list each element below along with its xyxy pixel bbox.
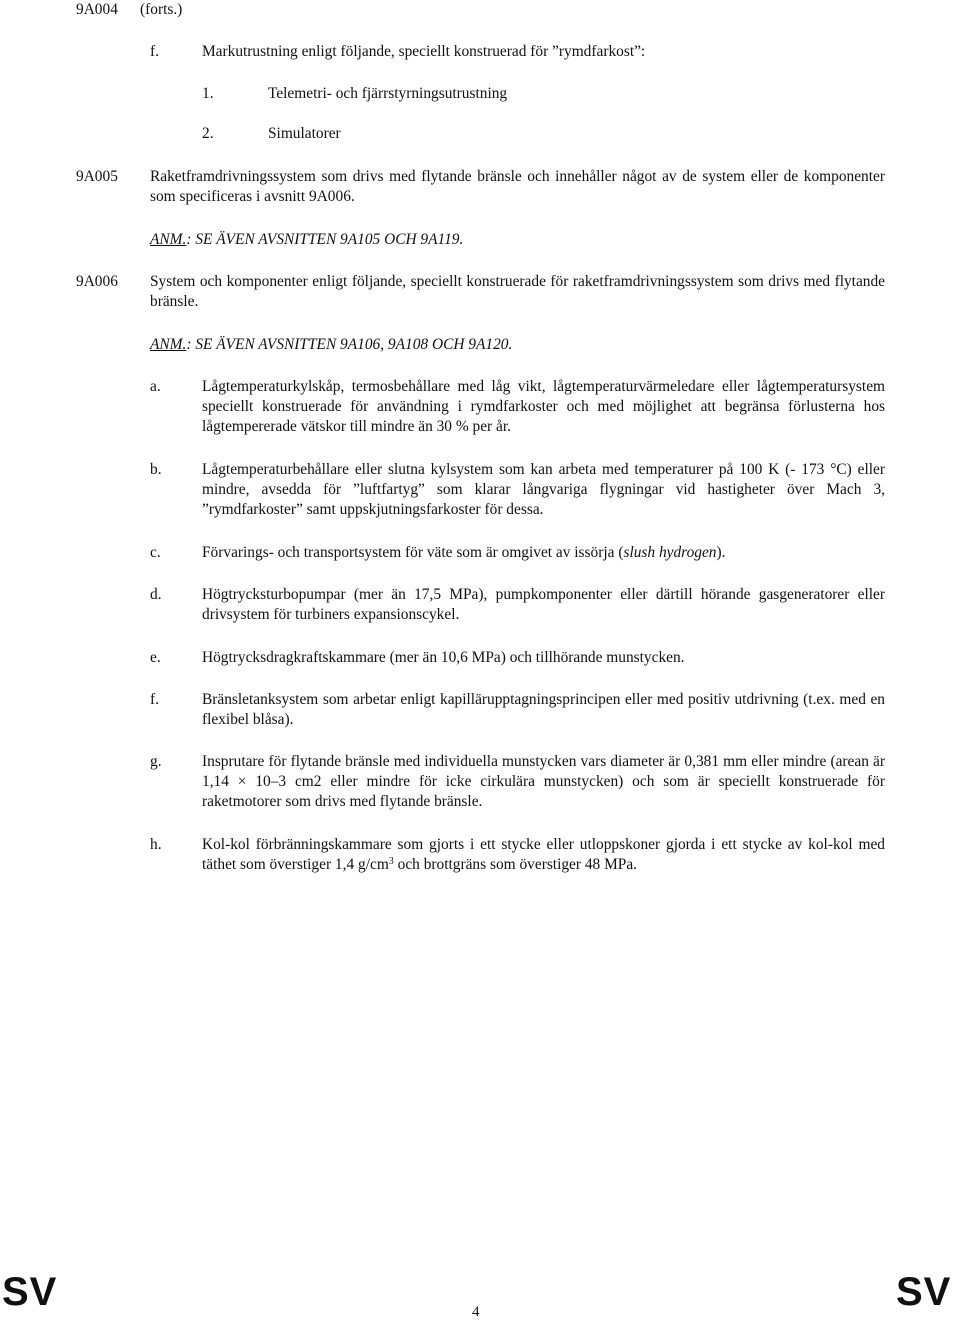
item-letter: c. bbox=[150, 544, 161, 561]
item-letter: g. bbox=[150, 753, 162, 770]
section-text: System och komponenter enligt följande, speciellt konstruerade för raketframdrivningssystem som drivs med flytande bränsle. bbox=[150, 273, 885, 310]
item-letter: h. bbox=[150, 836, 162, 853]
item-text: Insprutare för flytande bränsle med individuella munstycken vars diameter är 0,381 mm eller mindre (arean är 1,14 × 10–3 cm2 eller mindre för icke cirkulära munstycken) och som är speciellt konstruerade för raketmotorer som drivs med flytande bränsle. bbox=[202, 753, 885, 810]
continued-label: (forts.) bbox=[140, 1, 183, 18]
sub-item-text: Simulatorer bbox=[268, 125, 341, 142]
note-label: ANM. bbox=[150, 336, 187, 353]
section-code-9a005: 9A005 bbox=[76, 168, 118, 185]
italic-term: slush hydrogen bbox=[623, 544, 717, 561]
sub-item-text: Telemetri- och fjärrstyrningsutrustning bbox=[268, 85, 508, 102]
item-letter: b. bbox=[150, 461, 162, 478]
note bbox=[150, 230, 463, 250]
footer-language-left: SV bbox=[2, 1270, 58, 1314]
note-label: ANM. bbox=[150, 231, 187, 248]
item-letter: d. bbox=[150, 586, 162, 603]
item-letter: a. bbox=[150, 378, 161, 395]
note-text: : SE ÄVEN AVSNITTEN 9A105 OCH 9A119. bbox=[186, 231, 464, 248]
item-text: Kol-kol förbränningskammare som gjorts i ett stycke eller utloppskoner gjorda i ett stycke av kol-kol med täthet som överstiger 1,4 $g/cm^3$ och brottgräns som överstiger 48 MPa. bbox=[202, 836, 885, 873]
note-text: : SE ÄVEN AVSNITTEN 9A106, 9A108 OCH 9A120. bbox=[186, 336, 513, 353]
sub-item-number: 2. bbox=[202, 125, 214, 142]
superscript: 3 bbox=[388, 856, 394, 867]
item-letter: f. bbox=[150, 691, 159, 708]
item-letter: e. bbox=[150, 649, 161, 666]
note bbox=[150, 335, 512, 355]
item-text: Lågtemperaturbehållare eller slutna kylsystem som kan arbeta med temperaturer på 100 K (- 173 °C) eller mindre, avsedda för ”luftfartyg” som klarar långvariga flygningar vid hastigheter över Mach 3, ”rymdfarkoster” samt uppskjutningsfarkoster för dessa. bbox=[202, 461, 885, 518]
footer-language-right: SV bbox=[896, 1270, 952, 1314]
item-text: Lågtemperaturkylskåp, termosbehållare med låg vikt, lågtemperaturvärmeledare eller lågtemperatursystem speciellt konstruerade för användning i rymdfarkoster och med möjlighet att begränsa förlusterna hos lågtempererade vätskor till mindre än 30 % per år. bbox=[202, 378, 885, 435]
section-code-9a006: 9A006 bbox=[76, 273, 118, 290]
sub-item-number: 1. bbox=[202, 85, 214, 102]
item-text: Högtrycksdragkraftskammare (mer än 10,6 MPa) och tillhörande munstycken. bbox=[202, 649, 685, 666]
item-text: Markutrustning enligt följande, speciellt konstruerad för ”rymdfarkost”: bbox=[202, 43, 646, 60]
page-number: 4 bbox=[472, 1304, 480, 1320]
section-text: Raketframdrivningssystem som drivs med flytande bränsle och innehåller något av de system eller de komponenter som specificeras i avsnitt 9A006. bbox=[150, 168, 885, 205]
section-code-9a004: 9A004 bbox=[76, 1, 118, 18]
item-text: Förvarings- och transportsystem för väte som är omgivet av issörja (slush hydrogen). bbox=[202, 544, 726, 561]
item-text: Högtrycksturbopumpar (mer än 17,5 MPa), pumpkomponenter eller därtill hörande gasgeneratorer eller drivsystem för turbiners expansionscykel. bbox=[202, 586, 885, 623]
item-text: Bränsletanksystem som arbetar enligt kapillärupptagningsprincipen eller med positiv utdrivning (t.ex. med en flexibel blåsa). bbox=[202, 691, 885, 728]
item-letter: f. bbox=[150, 43, 159, 60]
